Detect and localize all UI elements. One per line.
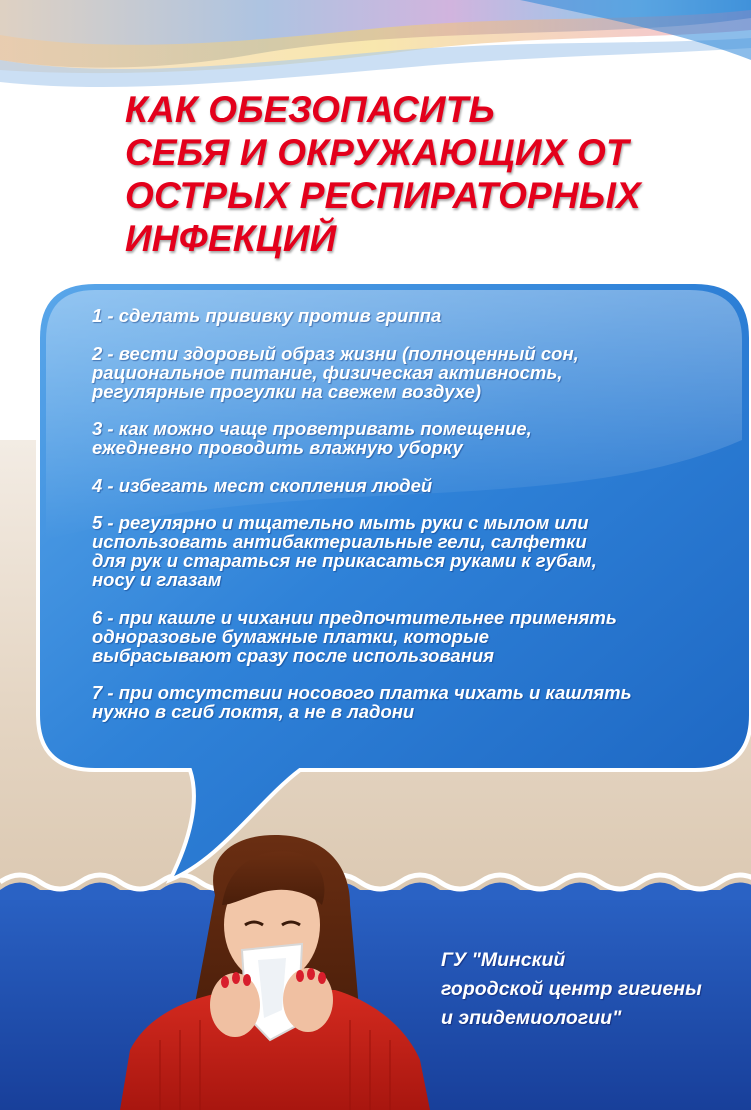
title-line: СЕБЯ И ОКРУЖАЮЩИХ ОТ [125, 132, 629, 173]
organization-credit [441, 946, 741, 1033]
organization-line: ГУ "Минский [441, 949, 566, 971]
list-item: 6 - при кашле и чихании предпочтительнее применять одноразовые бумажные платки, которые выбрасывают сразу после использования [92, 606, 617, 666]
list-item: 2 - вести здоровый образ жизни (полноценный сон, рациональное питание, физическая активность, регулярные прогулки на свежем воздухе) [92, 342, 579, 402]
organization-line: и эпидемиологии" [441, 1007, 622, 1029]
title-line: ИНФЕКЦИЙ [125, 218, 337, 259]
list-item: 7 - при отсутствии носового платка чихать и кашлять нужно в сгиб локтя, а не в ладони [92, 682, 632, 722]
list-item: 4 - избегать мест скопления людей [92, 474, 433, 496]
organization-line: городской центр гигиены [441, 978, 702, 1000]
title-line: КАК ОБЕЗОПАСИТЬ [125, 89, 495, 130]
list-item: 3 - как можно чаще проветривать помещение, ежедневно проводить влажную уборку [92, 418, 532, 458]
title-line: ОСТРЫХ РЕСПИРАТОРНЫХ [125, 175, 641, 216]
list-item: 1 - сделать прививку против гриппа [92, 305, 442, 326]
list-item: 5 - регулярно и тщательно мыть руки с мылом или использовать антибактериальные гели, салфетки для рук и стараться не прикасаться руками к губам, носу и глазам [92, 512, 597, 590]
